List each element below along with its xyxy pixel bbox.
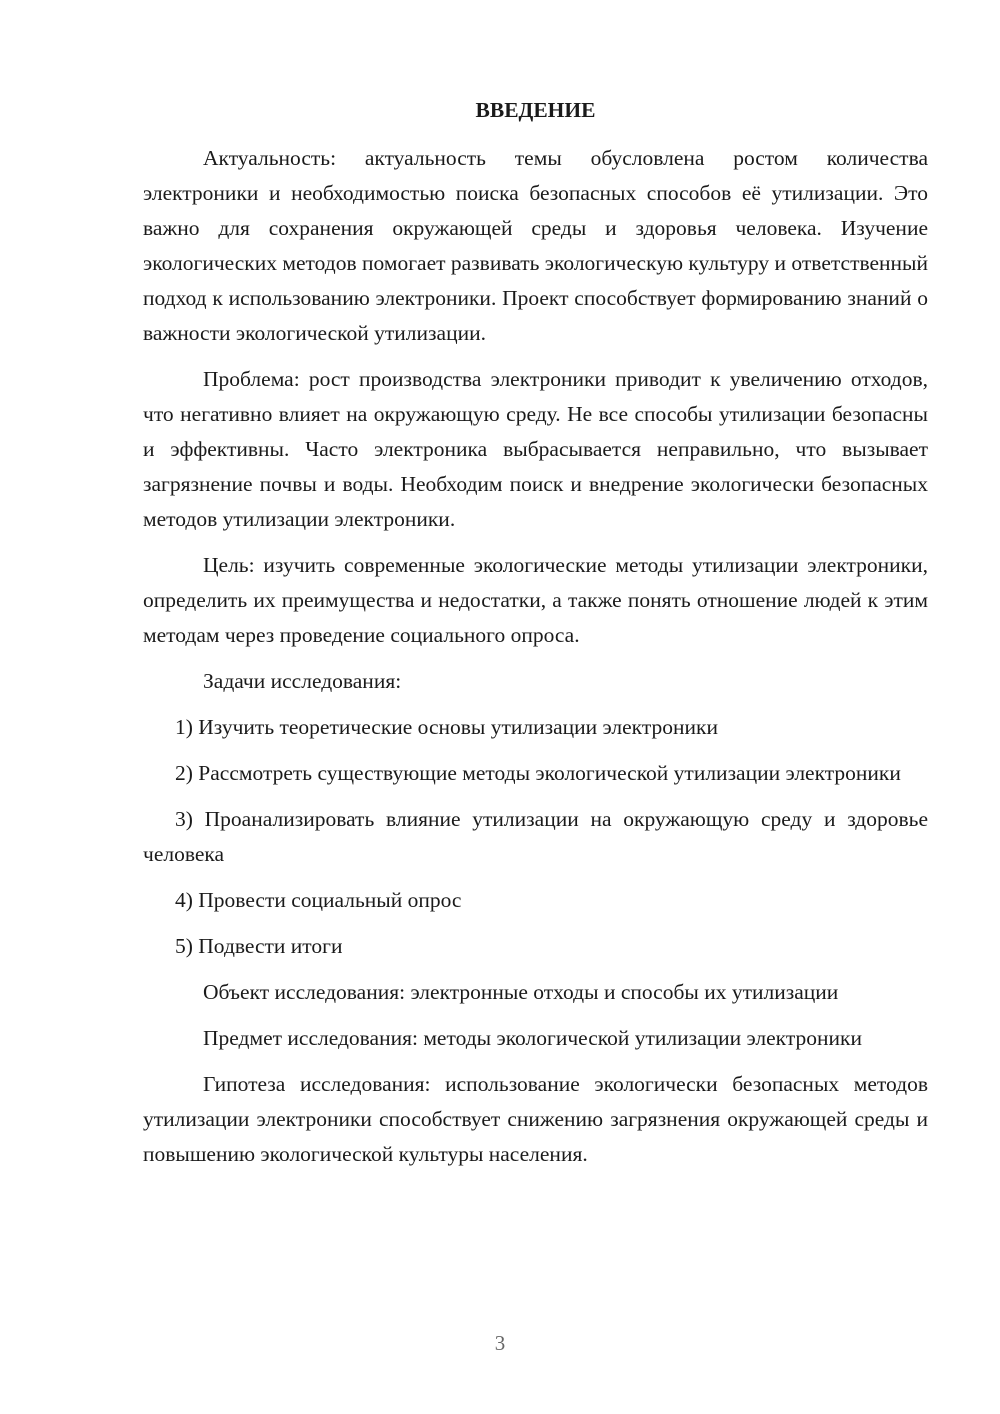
task-item-4: 4) Провести социальный опрос	[175, 888, 462, 912]
page-number: 3	[494, 1331, 506, 1355]
hypothesis-paragraph: Гипотеза исследования: использование экологически безопасных методов утилизации электроники способствует снижению загрязнения окружающей среды и повышению экологической культуры населения.	[143, 1072, 928, 1166]
document-page	[143, 93, 928, 1183]
tasks-heading: Задачи исследования:	[203, 669, 402, 693]
object-paragraph: Объект исследования: электронные отходы и способы их утилизации	[203, 980, 839, 1004]
task-item-1: 1) Изучить теоретические основы утилизации электроники	[175, 715, 718, 739]
subject-paragraph: Предмет исследования: методы экологической утилизации электроники	[203, 1026, 862, 1050]
task-item-3: 3) Проанализировать влияние утилизации на окружающую среду и здоровье человека	[143, 807, 928, 866]
task-item-5: 5) Подвести итоги	[175, 934, 343, 958]
goal-paragraph: Цель: изучить современные экологические методы утилизации электроники, определить их преимущества и недостатки, а также понять отношение людей к этим методам через проведение социального опроса.	[143, 553, 928, 647]
task-item-2: 2) Рассмотреть существующие методы экологической утилизации электроники	[175, 761, 901, 785]
problem-paragraph: Проблема: рост производства электроники приводит к увеличению отходов, что негативно влияет на окружающую среду. Не все способы утилизации безопасны и эффективны. Часто электроника выбрасывается неправильно, что вызывает загрязнение почвы и воды. Необходим поиск и внедрение экологически безопасных методов утилизации электроники.	[143, 367, 928, 531]
relevance-paragraph: Актуальность: актуальность темы обусловлена ростом количества электроники и необходимостью поиска безопасных способов её утилизации. Это важно для сохранения окружающей среды и здоровья человека. Изучение экологических методов помогает развивать экологическую культуру и ответственный подход к использованию электроники. Проект способствует формированию знаний о важности экологической утилизации.	[143, 146, 928, 345]
section-title: ВВЕДЕНИЕ	[475, 98, 596, 122]
